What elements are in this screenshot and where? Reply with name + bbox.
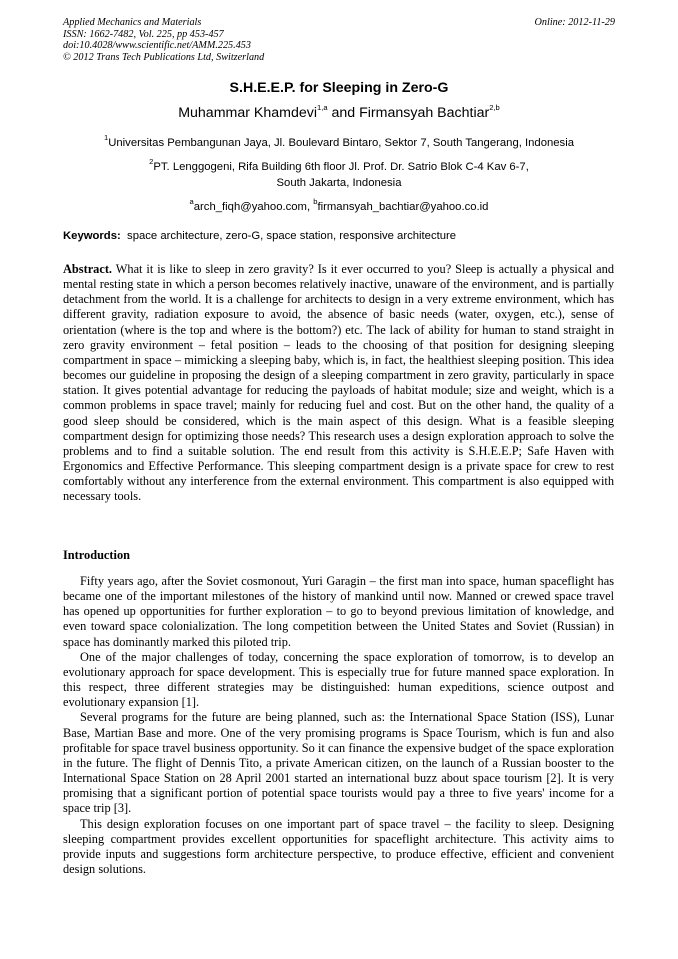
paragraph: This design exploration focuses on one important part of space travel – the facility to sleep. Designing sleeping compartment provides excellent opportunities for spaceflight architecture. This activity aims to provide inputs and suggestions form architecture perspective, to produce effective, efficient and convenient design solutions. <box>63 816 614 876</box>
author-1: Muhammar Khamdevi <box>178 105 317 121</box>
paragraph: Several programs for the future are being planned, such as: the International Space Station (ISS), Lunar Base, Martian Base and more. One of the very promising programs is Space Tourism, which is fun and also profitable for space travel business opportunity. So it can finance the expensive budget of the space exploration in the future. The flight of Dennis Tito, a private American citizen, on the launch of a Russian booster to the International Space Station on 28 April 2001 started an international buzz about space tourism [2]. It is very promising that a significant portion of potential space tourists would pay a three to five years' income for a space trip [3]. <box>63 710 614 816</box>
email-b: firmansyah_bachtiar@yahoo.co.id <box>317 201 489 213</box>
affiliation-2-mark: 2 <box>149 157 154 167</box>
email-line <box>0 199 678 215</box>
paragraph: One of the major challenges of today, concerning the space exploration of tomorrow, is to develop an evolutionary approach for space development. This is especially true for future manned space exploration. In this respect, three different strategies may be distinguished: human expeditions, science outpost and evolutionary expansion [1]. <box>63 649 614 710</box>
abstract-label: Abstract. <box>63 262 113 276</box>
section-heading-introduction: Introduction <box>63 548 130 562</box>
author-1-affil: 1,a <box>316 103 328 113</box>
affiliation-1 <box>0 135 678 151</box>
copyright-line: © 2012 Trans Tech Publications Ltd, Switzerland <box>63 51 265 63</box>
paragraph: Fifty years ago, after the Soviet cosmonout, Yuri Garagin – the first man into space, human spaceflight has became one of the important milestones of the history of mankind until now. Manned or crewed space travel has opened up opportunities for further exploration – to go to beyond previous limitation of knowledge, and even toward space colonialization. The long competition between the United States and Soviet (Russian) in space has dominantly marked this piloted trip. <box>63 574 614 649</box>
introduction-body <box>63 574 614 877</box>
journal-name: Applied Mechanics and Materials <box>63 17 202 28</box>
online-date: Online: 2012-11-29 <box>534 17 615 28</box>
issn-line: ISSN: 1662-7482, Vol. 225, pp 453-457 <box>63 28 224 40</box>
keywords <box>63 230 456 242</box>
email-b-mark: b <box>313 197 318 207</box>
keywords-text: space architecture, zero-G, space station, responsive architecture <box>127 230 457 242</box>
email-a: arch_fiqh@yahoo.com, <box>193 201 314 213</box>
keywords-label: Keywords: <box>63 230 121 242</box>
email-a-mark: a <box>189 197 194 207</box>
affiliation-1-text: Universitas Pembangunan Jaya, Jl. Boulevard Bintaro, Sektor 7, South Tangerang, Indonesia <box>108 137 574 149</box>
abstract <box>63 262 614 505</box>
paper-title: S.H.E.E.P. for Sleeping in Zero-G <box>229 80 449 96</box>
affiliation-2-line2: South Jakarta, Indonesia <box>276 177 402 189</box>
affiliation-2 <box>0 159 678 191</box>
abstract-text: What it is like to sleep in zero gravity? Is it ever occurred to you? Sleep is actually a physical and mental resting state in which a person becomes relatively inactive, unaware of the environment, and is partially detachment from the world. It is a challenge for architects to design in a very extreme environment, which has different gravity, radiation exposure to avoid, the absence of basic needs (water, oxygen, etc.), sense of orientation (where is the top and where is the bottom?) etc. The lack of ability for human to stand straight in zero gravity environment – fetal position – leads to the choosing of that position for designing sleeping compartment in space – mimicking a sleeping baby, which is, in fact, the healthiest sleeping position. This idea becomes our guideline in proposing the design of a sleeping compartment in zero gravity, particularly in space station. It gives potential advantage for reducing the payloads of habitat module; size and weight, which is a common problems in space travel; mainly for reducing fuel and cost. But on the other hand, the quality of a good sleep should be considered, which is the main aspect of this design. What is a feasible sleeping compartment design for optimizing those needs? This research uses a design exploration approach to solve the problems and to find a suitable solution. The end result from this activity is S.H.E.E.P; Safe Haven with Ergonomics and Effective Performance. This sleeping compartment design is a private space for crew to rest comfortably without any interference from the external environment. This compartment is also equipped with necessary tools. <box>63 262 614 504</box>
author-2: Firmansyah Bachtiar <box>359 105 490 121</box>
doi-line: doi:10.4028/www.scientific.net/AMM.225.453 <box>63 40 251 52</box>
author-list <box>0 105 678 121</box>
author-2-affil: 2,b <box>489 103 500 113</box>
affiliation-2-line1: PT. Lenggogeni, Rifa Building 6th floor Jl. Prof. Dr. Satrio Blok C-4 Kav 6-7, <box>153 161 529 173</box>
author-conjunction: and <box>327 105 360 121</box>
affiliation-1-mark: 1 <box>104 133 109 143</box>
